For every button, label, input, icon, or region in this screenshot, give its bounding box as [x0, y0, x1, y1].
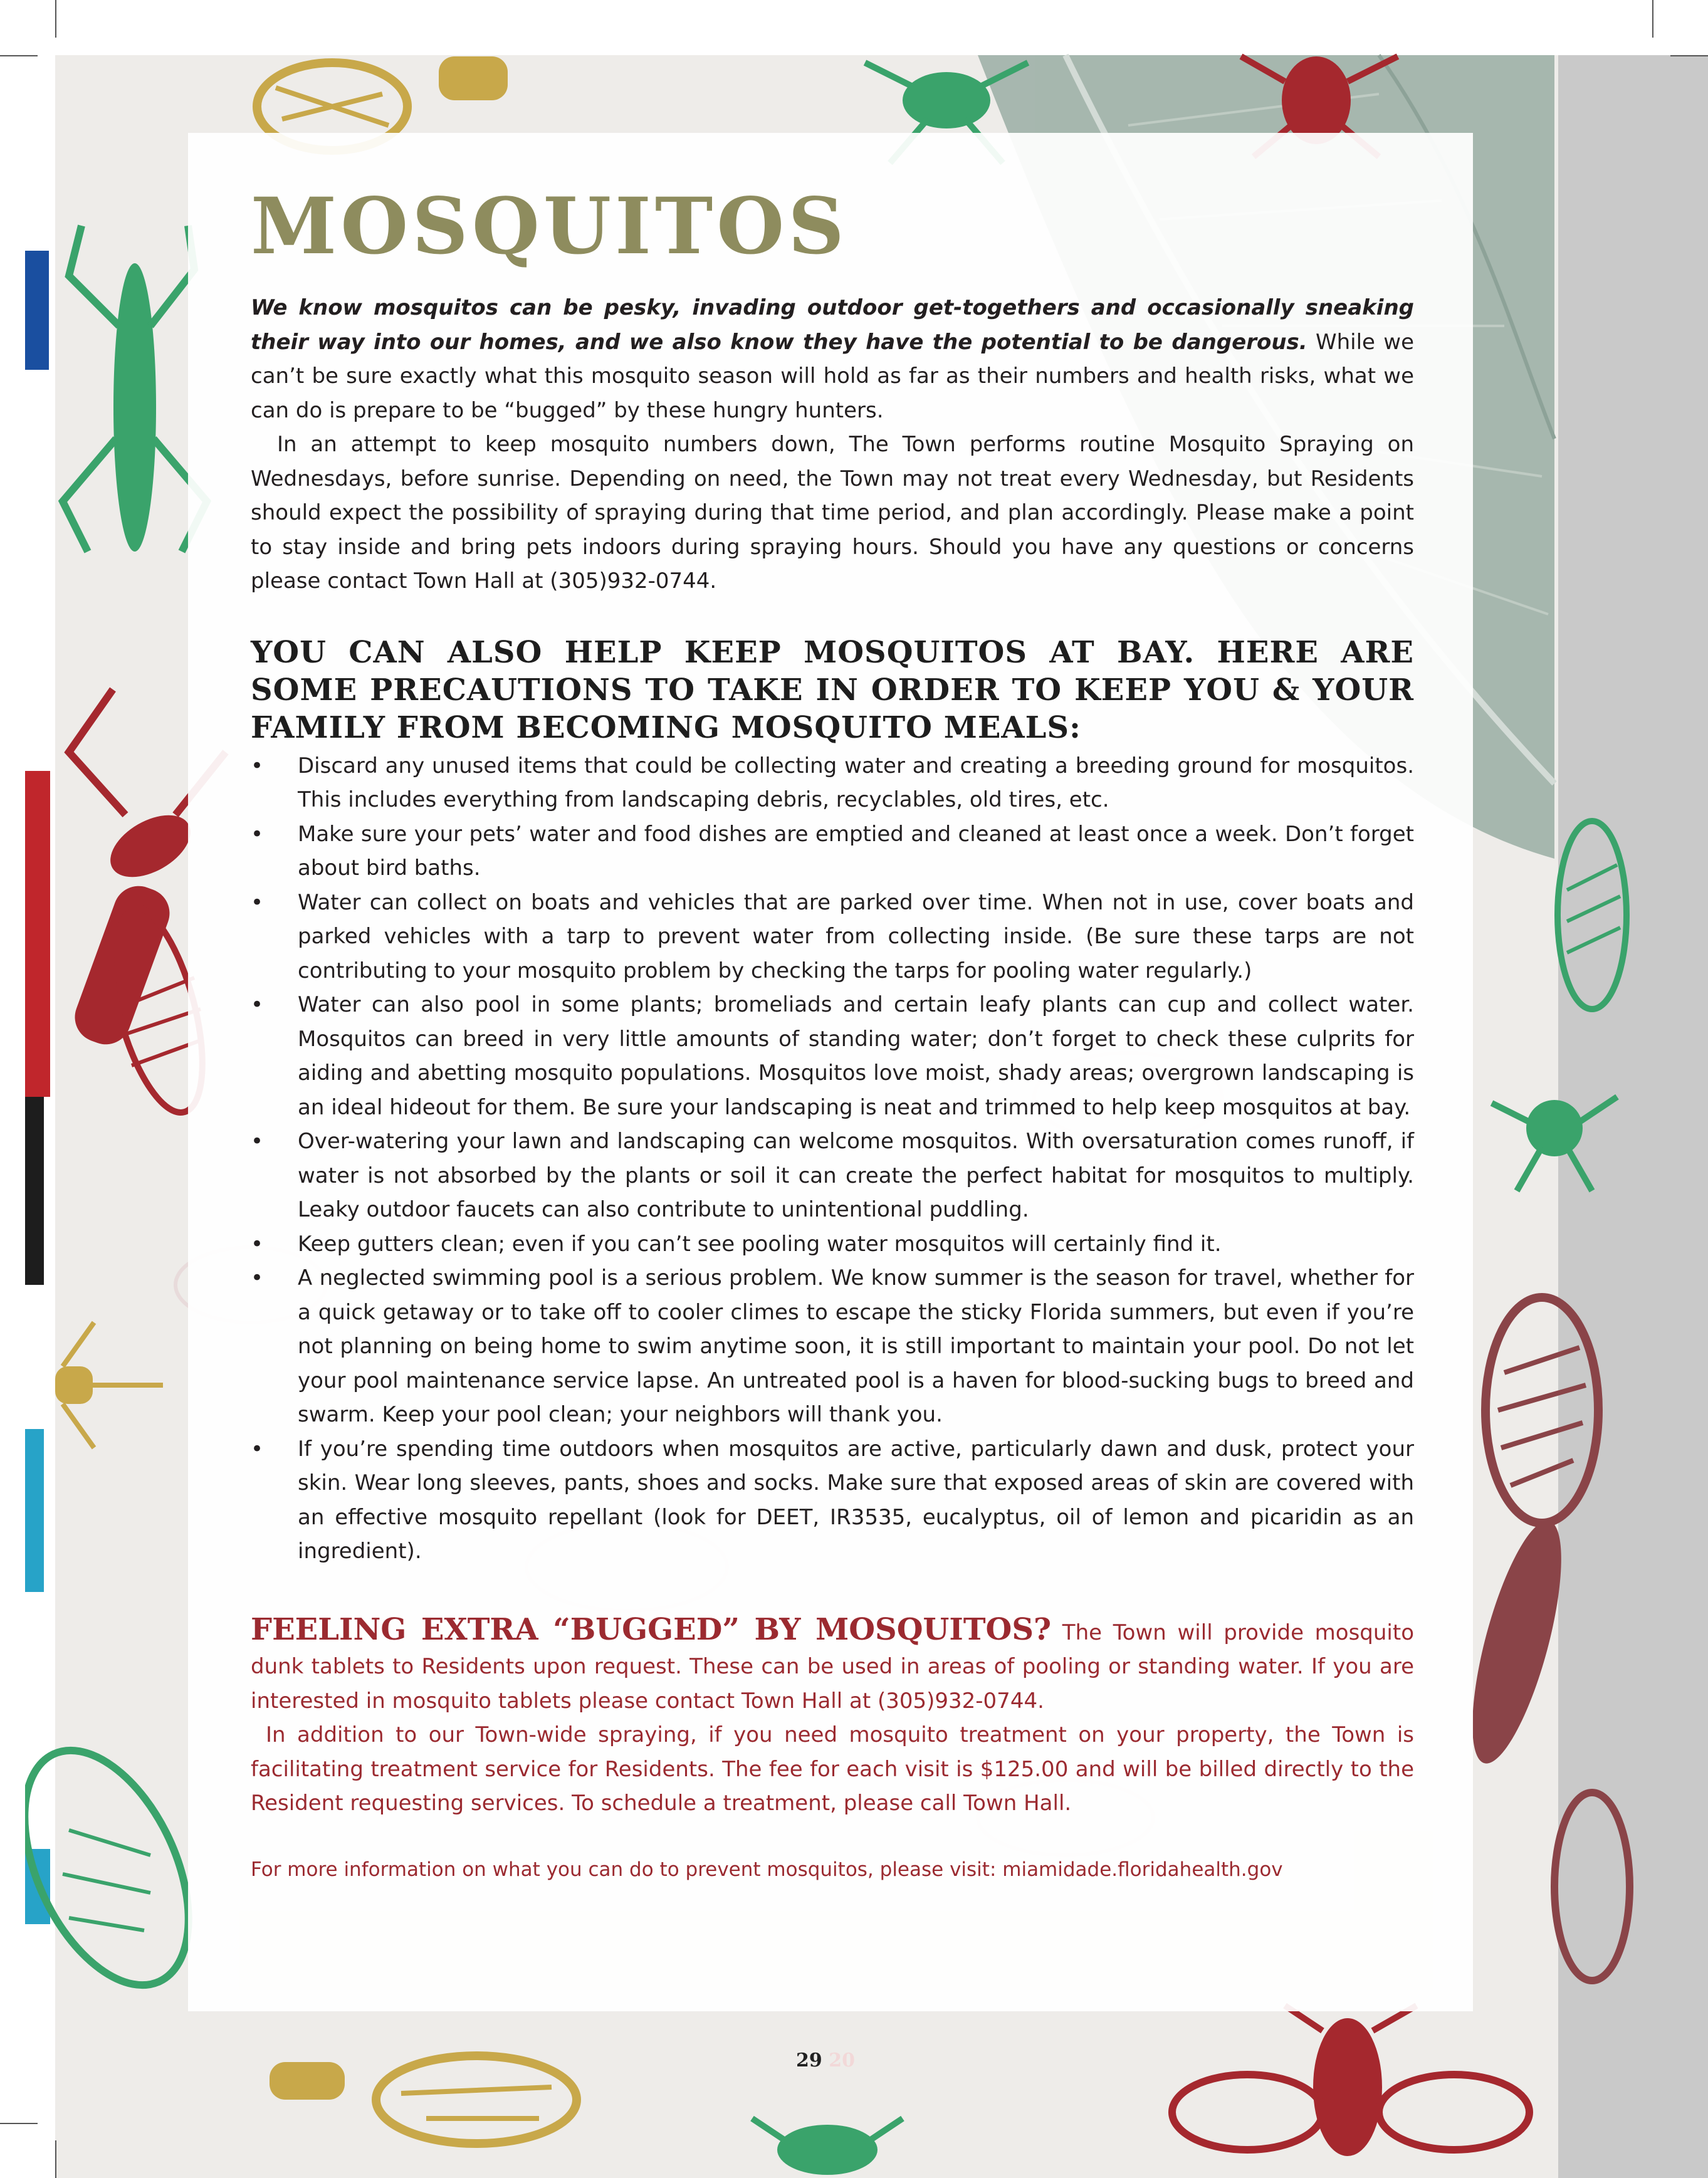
- more-info-line: For more information on what you can do to prevent mosquitos, please visit: miamidade.floridahealth.gov: [251, 1858, 1283, 1881]
- left-white-margin: [0, 0, 25, 2178]
- spraying-paragraph: In an attempt to keep mosquito numbers down, The Town performs routine Mosquito Spraying on Wednesdays, before sunrise. Depending on need, the Town may not treat every Wednesday, but Residents should expect the possibility of spraying during that time period, and plan accordingly. Please make a point to stay inside and bring pets indoors during spraying hours. Should you have any questions or concerns please contact Town Hall at (305)932-0744.: [251, 432, 1414, 594]
- crop-mark: [0, 55, 38, 56]
- intro-emphasis: We know mosquitos can be pesky, invading outdoor get-togethers and occasionally sneaking their way into our homes, and we also know they have the potential to be dangerous.: [251, 295, 1414, 355]
- intro-paragraph: [251, 291, 1414, 427]
- maroon-mosquito-right: [1454, 1297, 1630, 1981]
- gold-mosquito-bottom: [270, 2056, 577, 2144]
- intro-rest: While we can’t be sure exactly what this mosquito season will hold as far as their numbers and health risks, what we can do is prepare to be “bugged” by these hungry hunters.: [251, 329, 1414, 423]
- bullet-icon: •: [251, 753, 264, 778]
- extra-bugged-heading: FEELING EXTRA “BUGGED” BY MOSQUITOS?: [251, 1611, 1052, 1647]
- dunk-tablets-text: The Town will provide mosquito dunk tablets to Residents upon request. These can be used in areas of pooling or standing water. If you are interested in mosquito tablets please contact Town Hall at (305)932-0744.: [251, 1620, 1414, 1714]
- bullet-icon: •: [251, 1265, 264, 1291]
- gold-mosquito-left: [55, 1322, 163, 1448]
- list-item: • Keep gutters clean; even if you can’t see pooling water mosquitos will certainly find it.: [251, 1227, 1414, 1262]
- list-item: • A neglected swimming pool is a serious problem. We know summer is the season for travel, whether for a quick getaway or to take off to cooler climes to escape the sticky Florida summers, but even if you’re not planning on being home to swim anytime soon, it is still important to maintain your pool. Do not let your pool maintenance service lapse. An untreated pool is a haven for blood-sucking bugs to breed and swarm. Keep your pool clean; your neighbors will thank you.: [251, 1261, 1414, 1432]
- red-edge-shape: [25, 771, 50, 1097]
- crop-mark: [0, 2123, 38, 2124]
- page-number: 29 20: [796, 2050, 855, 2071]
- dunk-tablets-paragraph: [251, 1613, 1414, 1719]
- list-item: • Over-watering your lawn and landscaping can welcome mosquitos. With oversaturation comes runoff, if water is not absorbed by the plants or soil it can create the perfect habitat for mosquitos to multiply. Leaky outdoor faucets can also contribute to unintentional puddling.: [251, 1124, 1414, 1227]
- green-mosquito-right: [1492, 821, 1627, 1191]
- dunk-tablets-section: [251, 1613, 1414, 1821]
- ghost-page-number: 20: [829, 2050, 855, 2071]
- green-mosquito-left: [63, 226, 207, 552]
- bullet-icon: •: [251, 1436, 264, 1462]
- article: [251, 181, 1414, 1900]
- list-item: • Discard any unused items that could be collecting water and creating a breeding ground for mosquitos. This includes everything from landscaping debris, recyclables, old tires, etc.: [251, 749, 1414, 817]
- list-item: • If you’re spending time outdoors when mosquitos are active, particularly dawn and dusk, protect your skin. Wear long sleeves, pants, shoes and socks. Make sure that exposed areas of skin are covered with an effective mosquito repellant (look for DEET, IR3535, eucalyptus, oil of lemon and picaridin as an ingredient).: [251, 1432, 1414, 1569]
- precautions-list: [251, 749, 1414, 1569]
- list-item: • Water can also pool in some plants; bromeliads and certain leafy plants can cup and collect water. Mosquitos can breed in very little amounts of standing water; don’t forget to check these culprits for aiding and abetting mosquito populations. Mosquitos love moist, shady areas; overgrown landscaping is an ideal hideout for them. Be sure your landscaping is neat and trimmed to help keep mosquitos at bay.: [251, 988, 1414, 1124]
- crop-mark: [1670, 55, 1708, 56]
- crop-mark: [55, 0, 56, 38]
- bullet-icon: •: [251, 1129, 264, 1154]
- bullet-icon: •: [251, 821, 264, 847]
- red-mosquito-bottom-right: [1172, 2006, 1529, 2156]
- list-item: • Make sure your pets’ water and food dishes are emptied and cleaned at least once a week. Don’t forget about bird baths.: [251, 817, 1414, 886]
- precautions-heading: YOU CAN ALSO HELP KEEP MOSQUITOS AT BAY. HERE ARE SOME PRECAUTIONS TO TAKE IN ORDER TO KEEP YOU & YOUR FAMILY FROM BECOMING MOSQUITO MEALS:: [251, 634, 1414, 745]
- page-title: MOSQUITOS: [251, 181, 848, 272]
- crop-mark: [55, 2140, 56, 2178]
- bullet-icon: •: [251, 992, 264, 1017]
- blue-edge-shape: [25, 251, 49, 370]
- crop-mark: [1652, 0, 1653, 38]
- treatment-paragraph: In addition to our Town-wide spraying, if you need mosquito treatment on your property, the Town is facilitating treatment service for Residents. The fee for each visit is $125.00 and will be billed directly to the Resident requesting services. To schedule a treatment, please call Town Hall.: [251, 1722, 1414, 1816]
- bullet-icon: •: [251, 1231, 264, 1257]
- green-mosquito-bottom: [752, 2118, 903, 2175]
- bullet-icon: •: [251, 889, 264, 915]
- list-item: • Water can collect on boats and vehicles that are parked over time. When not in use, cover boats and parked vehicles with a tarp to prevent water from collecting inside. (Be sure these tarps are not contributing to your mosquito problem by checking the tarps for pooling water regularly.): [251, 886, 1414, 988]
